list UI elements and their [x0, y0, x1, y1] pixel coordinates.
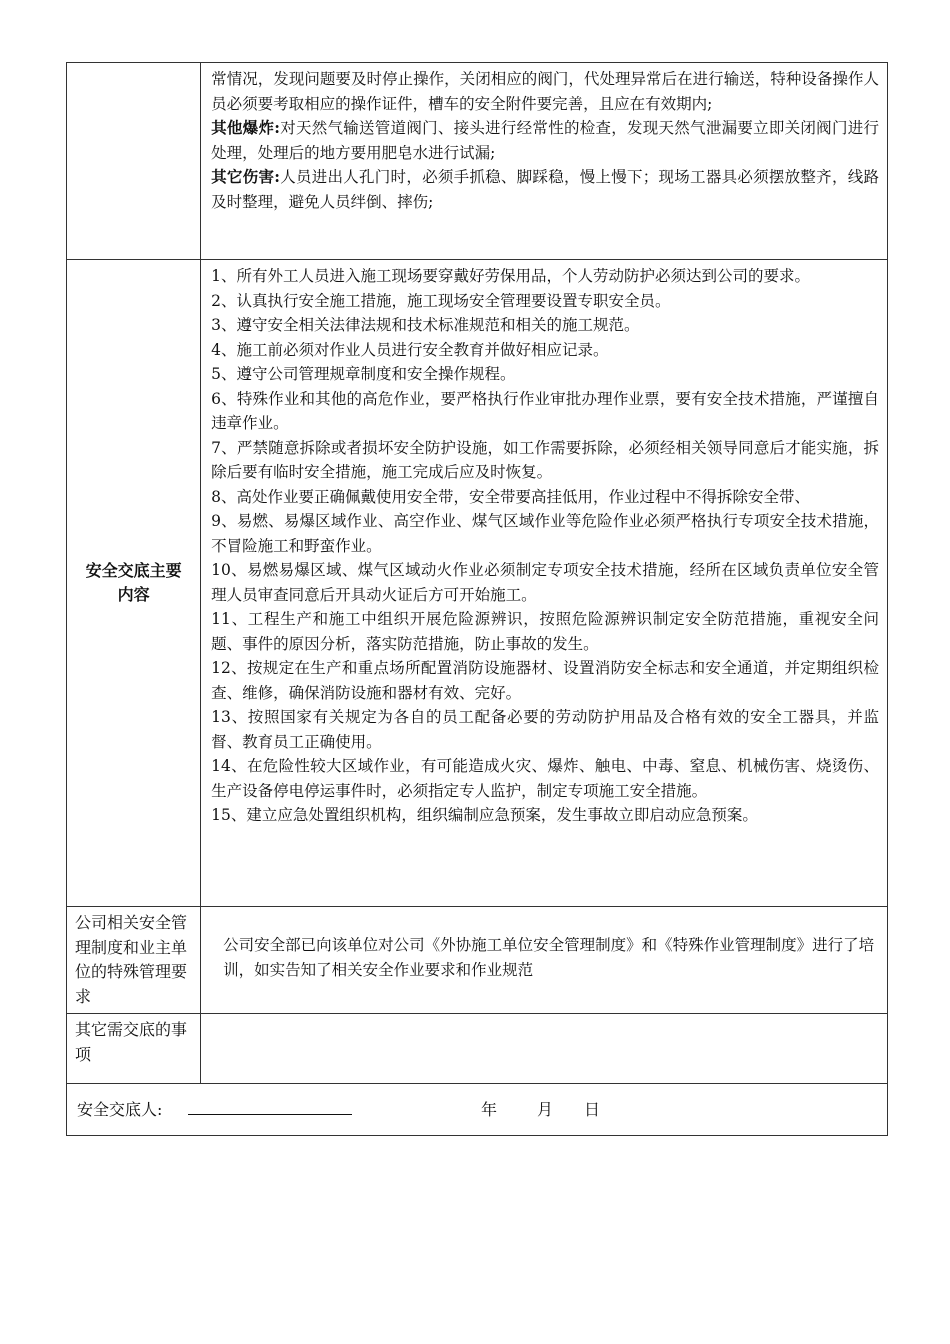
- other-matters-row: [67, 1014, 888, 1084]
- hazard-content-cell: [201, 63, 888, 260]
- list-item: 5、遵守公司管理规章制度和安全操作规程。: [211, 365, 516, 383]
- list-item: 3、遵守安全相关法律法规和技术标准规范和相关的施工规范。: [211, 316, 640, 334]
- list-item: 1、所有外工人员进入施工现场要穿戴好劳保用品，个人劳动防护必须达到公司的要求。: [211, 267, 811, 285]
- year-label: 年: [481, 1100, 498, 1119]
- other-matters-cell: [201, 1014, 888, 1084]
- list-item: 2、认真执行安全施工措施，施工现场安全管理要设置专职安全员。: [211, 291, 671, 310]
- policy-row: [67, 907, 888, 1014]
- hazard-label: 其他爆炸:: [211, 118, 280, 137]
- list-item: 9、易燃、易爆区域作业、高空作业、煤气区域作业等危险作业必须严格执行专项安全技术措施，不冒险施工和野蛮作业。: [211, 512, 879, 555]
- policy-cell: [201, 907, 888, 1014]
- list-item: 10、易燃易爆区域、煤气区域动火作业必须制定专项安全技术措施，经所在区域负责单位安全管理人员审查同意后开具动火证后方可开始施工。: [211, 561, 879, 604]
- policy-text: 公司安全部已向该单位对公司《外协施工单位安全管理制度》和《特殊作业管理制度》进行了培训，如实告知了相关安全作业要求和作业规范: [223, 936, 875, 979]
- day-label: 日: [584, 1100, 601, 1119]
- list-item: 14、在危险性较大区域作业，有可能造成火灾、爆炸、触电、中毒、窒息、机械伤害、烧烫伤、生产设备停电停运事件时，必须指定专人监护，制定专项施工安全措施。: [211, 757, 879, 800]
- list-item: 15、建立应急处置组织机构，组织编制应急预案，发生事故立即启动应急预案。: [211, 806, 758, 824]
- empty-label-cell: [67, 63, 201, 260]
- hazard-text: 人员进出人孔门时，必须手抓稳、脚踩稳，慢上慢下；现场工器具必须摆放整齐，线路及时整理，避免人员绊倒、摔伤;: [211, 168, 879, 211]
- list-item: 6、特殊作业和其他的高危作业，要严格执行作业审批办理作业票，要有安全技术措施，严谨擅自违章作业。: [211, 389, 879, 432]
- hazard-text: 对天然气输送管道阀门、接头进行经常性的检查，发现天然气泄漏要立即关闭阀门进行处理，处理后的地方要用肥皂水进行试漏;: [211, 119, 879, 162]
- list-item: 11、工程生产和施工中组织开展危险源辨识，按照危险源辨识制定安全防范措施，重视安全问题、事件的原因分析，落实防范措施，防止事故的发生。: [211, 610, 879, 653]
- main-content-cell: [201, 260, 888, 907]
- other-matters-label: 其它需交底的事项: [67, 1014, 201, 1084]
- safety-briefing-table: [66, 62, 888, 1136]
- hazard-continuation-row: [67, 63, 888, 260]
- signer-label: 安全交底人:: [77, 1100, 163, 1119]
- list-item: 7、严禁随意拆除或者损坏安全防护设施，如工作需要拆除，必须经相关领导同意后才能实施，拆除后要有临时安全措施，施工完成后应及时恢复。: [211, 438, 879, 481]
- list-item: 4、施工前必须对作业人员进行安全教育并做好相应记录。: [211, 340, 609, 359]
- signature-row: [67, 1084, 888, 1136]
- signature-cell: [67, 1084, 888, 1136]
- list-item: 13、按照国家有关规定为各自的员工配备必要的劳动防护用品及合格有效的安全工器具，并监督、教育员工正确使用。: [211, 708, 879, 751]
- signature-line: [188, 1114, 352, 1115]
- continuation-text: 常情况，发现问题要及时停止操作，关闭相应的阀门，代处理异常后在进行输送，特种设备操作人员必须要考取相应的操作证件，槽车的安全附件要完善，且应在有效期内;: [211, 70, 879, 113]
- main-content-label: 安全交底主要内容: [67, 260, 201, 907]
- list-item: 8、高处作业要正确佩戴使用安全带，安全带要高挂低用，作业过程中不得拆除安全带、: [211, 487, 811, 506]
- policy-label: 公司相关安全管理制度和业主单位的特殊管理要求: [67, 907, 201, 1014]
- list-item: 12、按规定在生产和重点场所配置消防设施器材、设置消防安全标志和安全通道，并定期组织检查、维修，确保消防设施和器材有效、完好。: [211, 659, 879, 702]
- hazard-block: [211, 116, 879, 165]
- month-label: 月: [537, 1100, 554, 1119]
- hazard-label: 其它伤害:: [211, 167, 280, 186]
- main-content-row: [67, 260, 888, 907]
- hazard-block: [211, 165, 879, 214]
